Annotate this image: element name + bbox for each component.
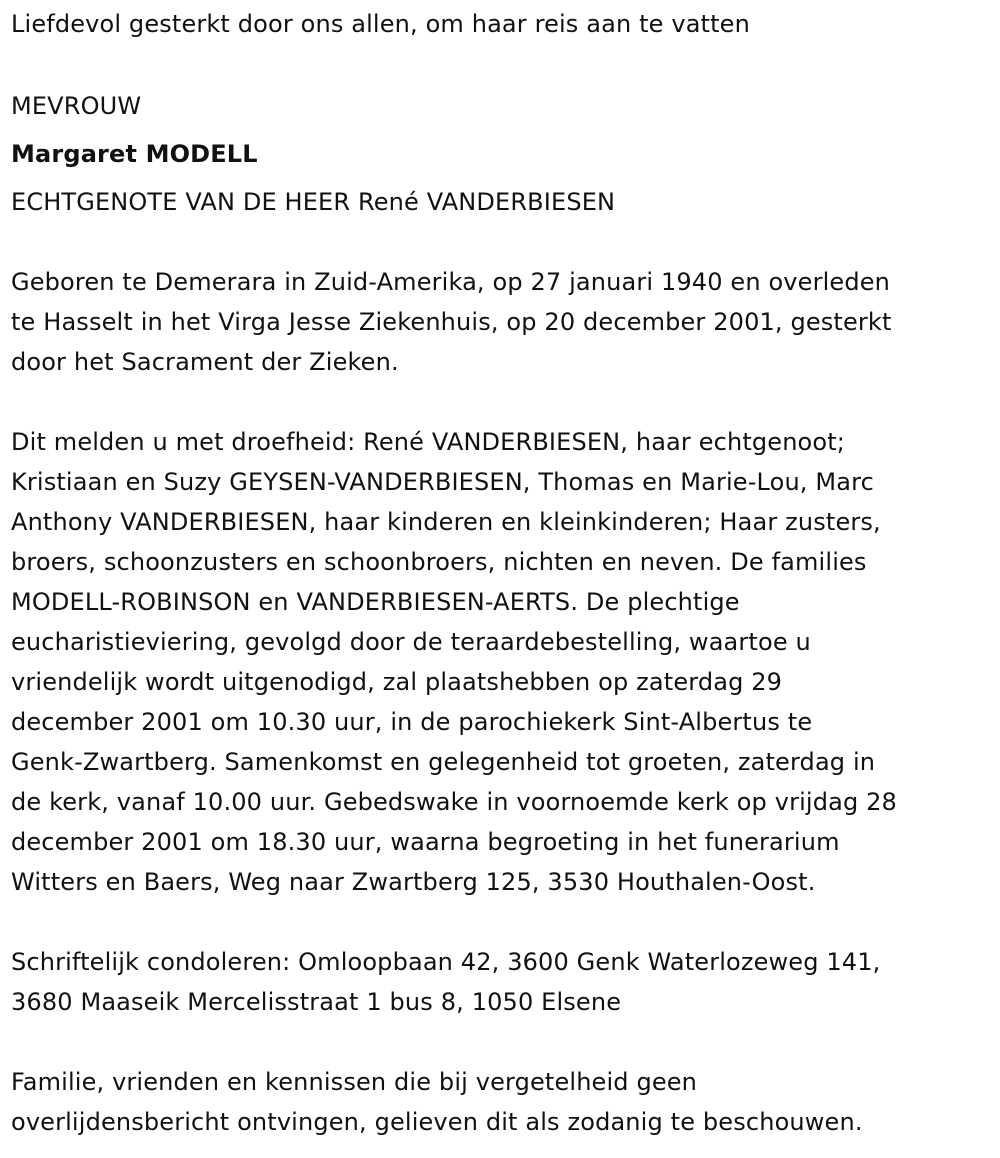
- paragraph-line: december 2001 om 18.30 uur, waarna begroeting in het funerarium: [11, 828, 840, 856]
- paragraph-line: Kristiaan en Suzy GEYSEN-VANDERBIESEN, Thomas en Marie-Lou, Marc: [11, 468, 874, 496]
- paragraph-line: Anthony VANDERBIESEN, haar kinderen en kleinkinderen; Haar zusters,: [11, 508, 881, 536]
- paragraph-line: de kerk, vanaf 10.00 uur. Gebedswake in voornoemde kerk op vrijdag 28: [11, 788, 897, 816]
- paragraph-line: Schriftelijk condoleren: Omloopbaan 42, 3600 Genk Waterlozeweg 141,: [11, 948, 881, 976]
- paragraph-line: Witters en Baers, Weg naar Zwartberg 125, 3530 Houthalen-Oost.: [11, 868, 816, 896]
- opening-line: Liefdevol gesterkt door ons allen, om haar reis aan te vatten: [11, 10, 750, 38]
- paragraph-line: te Hasselt in het Virga Jesse Ziekenhuis, op 20 december 2001, gesterkt: [11, 308, 892, 336]
- paragraph-line: Geboren te Demerara in Zuid-Amerika, op 27 januari 1940 en overleden: [11, 268, 890, 296]
- honorific-title: MEVROUW: [11, 92, 142, 120]
- spouse-line: ECHTGENOTE VAN DE HEER René VANDERBIESEN: [11, 188, 616, 216]
- paragraph-line: Familie, vrienden en kennissen die bij vergetelheid geen: [11, 1068, 698, 1096]
- paragraph-line: eucharistieviering, gevolgd door de teraardebestelling, waartoe u: [11, 628, 811, 656]
- paragraph-line: december 2001 om 10.30 uur, in de parochiekerk Sint-Albertus te: [11, 708, 813, 736]
- paragraph-line: vriendelijk wordt uitgenodigd, zal plaatshebben op zaterdag 29: [11, 668, 783, 696]
- paragraph-line: MODELL-ROBINSON en VANDERBIESEN-AERTS. De plechtige: [11, 588, 740, 616]
- paragraph-line: Genk-Zwartberg. Samenkomst en gelegenheid tot groeten, zaterdag in: [11, 748, 876, 776]
- paragraph-line: door het Sacrament der Zieken.: [11, 348, 399, 376]
- closing-notice-paragraph: [11, 1062, 863, 1142]
- paragraph-line: broers, schoonzusters en schoonbroers, nichten en neven. De families: [11, 548, 867, 576]
- birth-death-paragraph: [11, 262, 892, 382]
- family-announcement-paragraph: [11, 422, 897, 902]
- deceased-name: Margaret MODELL: [11, 140, 258, 168]
- paragraph-line: 3680 Maaseik Mercelisstraat 1 bus 8, 1050 Elsene: [11, 988, 622, 1016]
- paragraph-line: overlijdensbericht ontvingen, gelieven dit als zodanig te beschouwen.: [11, 1108, 863, 1136]
- paragraph-line: Dit melden u met droefheid: René VANDERBIESEN, haar echtgenoot;: [11, 428, 846, 456]
- condolence-address-paragraph: [11, 942, 880, 1022]
